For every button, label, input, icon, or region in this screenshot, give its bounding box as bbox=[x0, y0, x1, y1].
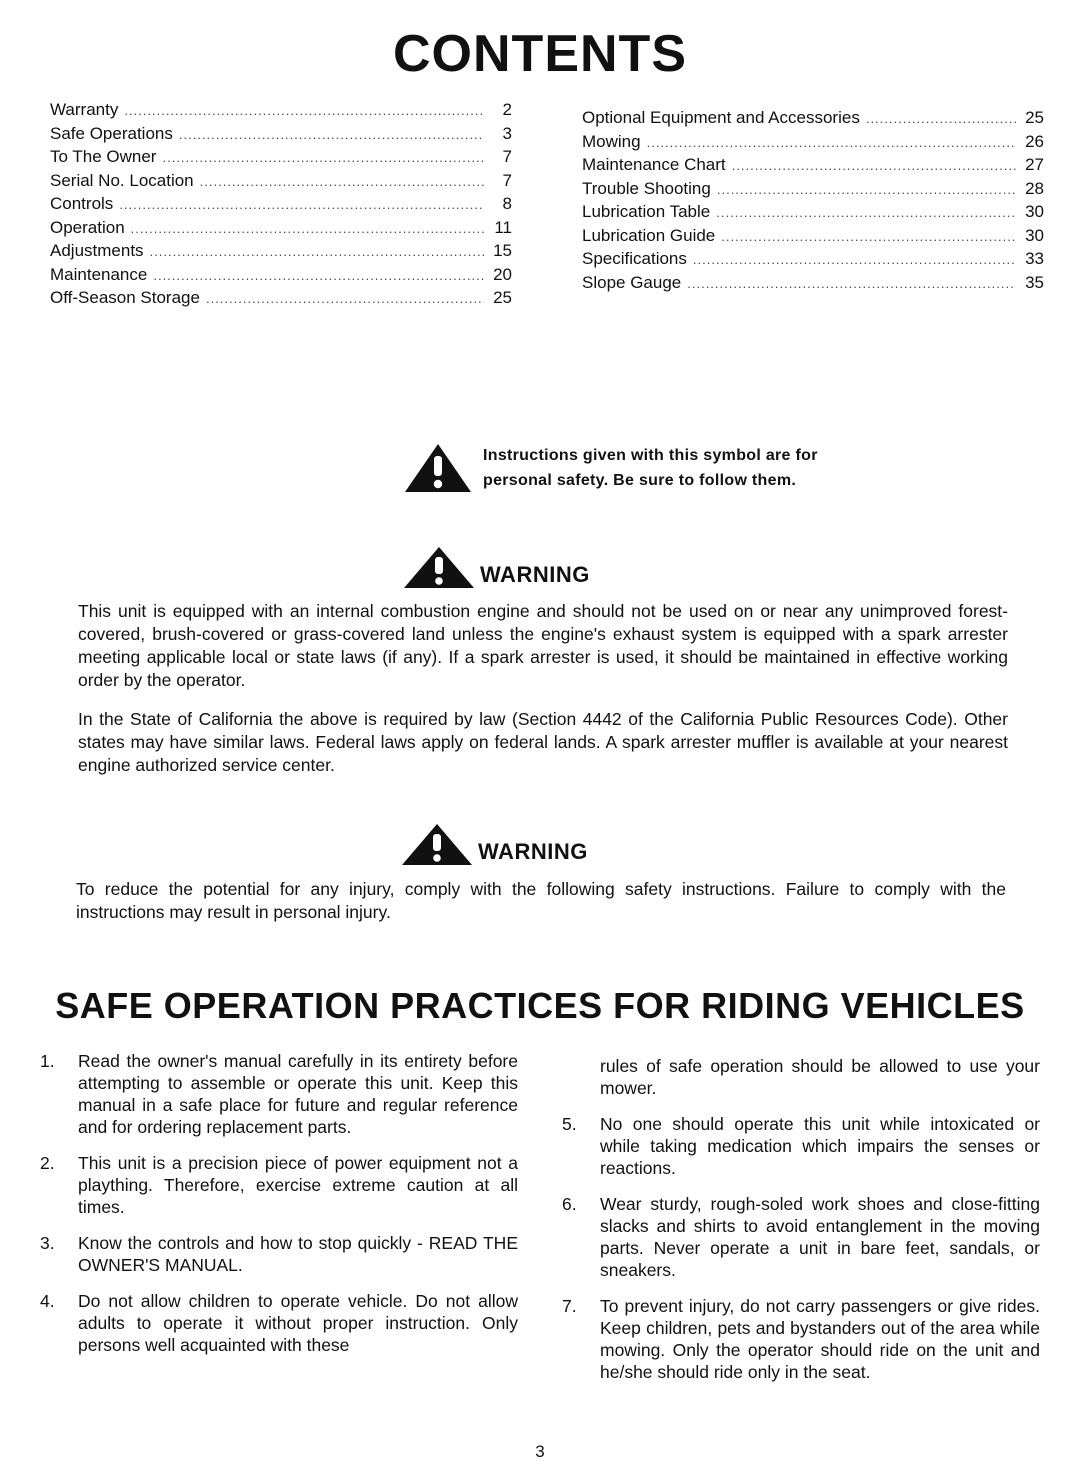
warning-paragraph-2: In the State of California the above is required by law (Section 4442 of the California Public Resources Code). Other states may have similar laws. Federal laws apply on federal lands. A spark arrester muffler is available at your nearest engine authorized service center. bbox=[78, 709, 1008, 775]
toc-entry: Maintenance ..... 20 bbox=[50, 265, 512, 289]
toc-entry: Mowing ..... 26 bbox=[582, 132, 1044, 156]
toc-entry: Operation ..... 11 bbox=[50, 218, 512, 242]
toc-entry: Slope Gauge ..... 35 bbox=[582, 273, 1044, 297]
list-item: 5. No one should operate this unit while intoxicated or while taking medication which impairs the senses or reactions. bbox=[562, 1114, 1040, 1178]
list-item: 3. Know the controls and how to stop quickly - READ THE OWNER'S MANUAL. bbox=[40, 1233, 518, 1275]
warning-triangle-icon bbox=[400, 822, 474, 867]
toc-entry: To The Owner ..... 7 bbox=[50, 147, 512, 171]
symbol-note-line1: Instructions given with this symbol are for bbox=[483, 447, 818, 464]
section-title: SAFE OPERATION PRACTICES FOR RIDING VEHICLES bbox=[55, 985, 1025, 1026]
toc-entry: Optional Equipment and Accessories ..... 25 bbox=[582, 108, 1044, 132]
left-column bbox=[40, 1050, 518, 1370]
list-item-continued: rules of safe operation should be allowed to use your mower. bbox=[600, 1056, 1040, 1098]
toc-entry: Maintenance Chart ..... 27 bbox=[582, 155, 1044, 179]
page-title: CONTENTS bbox=[393, 25, 687, 83]
list-item: 7. To prevent injury, do not carry passengers or give rides. Keep children, pets and bystanders out of the area while mowing. Only the operator should ride on the unit and he/she should ride only in the seat. bbox=[562, 1296, 1040, 1382]
warning-paragraph-3: To reduce the potential for any injury, comply with the following safety instructions. Failure to comply with the instructions may result in personal injury. bbox=[76, 879, 1006, 922]
warning-heading-2 bbox=[400, 822, 588, 867]
page-number: 3 bbox=[535, 1442, 545, 1461]
right-column bbox=[562, 1055, 1040, 1397]
list-item: 4. Do not allow children to operate vehicle. Do not allow adults to operate it without proper instruction. Only persons well acquainted with these bbox=[40, 1291, 518, 1355]
toc-entry: Trouble Shooting ..... 28 bbox=[582, 179, 1044, 203]
toc-right-column bbox=[582, 108, 1044, 296]
toc-entry: Warranty ..... 2 bbox=[50, 100, 512, 124]
toc-left-column bbox=[50, 100, 512, 312]
toc-entry: Adjustments ..... 15 bbox=[50, 241, 512, 265]
list-item: 1. Read the owner's manual carefully in its entirety before attempting to assemble or operate this unit. Keep this manual in a safe place for future and regular reference and for ordering replacement parts. bbox=[40, 1051, 518, 1137]
warning-triangle-icon bbox=[403, 442, 473, 494]
warning-label: WARNING bbox=[478, 839, 588, 864]
warning-triangle-icon bbox=[402, 545, 476, 590]
symbol-note-line2: personal safety. Be sure to follow them. bbox=[483, 472, 797, 489]
warning-heading-1 bbox=[402, 545, 590, 590]
toc-entry: Specifications ..... 33 bbox=[582, 249, 1044, 273]
list-item: 2. This unit is a precision piece of power equipment not a plaything. Therefore, exercise extreme caution at all times. bbox=[40, 1153, 518, 1217]
safety-symbol-note bbox=[403, 442, 943, 494]
toc-entry: Safe Operations ..... 3 bbox=[50, 124, 512, 148]
toc-entry: Serial No. Location ..... 7 bbox=[50, 171, 512, 195]
list-item: 6. Wear sturdy, rough-soled work shoes and close-fitting slacks and shirts to avoid entanglement in the moving parts. Never operate a unit in bare feet, sandals, or sneakers. bbox=[562, 1194, 1040, 1280]
toc-entry: Lubrication Table ..... 30 bbox=[582, 202, 1044, 226]
toc-entry: Lubrication Guide ..... 30 bbox=[582, 226, 1044, 250]
toc-entry: Controls ..... 8 bbox=[50, 194, 512, 218]
warning-label: WARNING bbox=[480, 562, 590, 587]
warning-paragraph-1: This unit is equipped with an internal combustion engine and should not be used on or near any unimproved forest-covered, brush-covered or grass-covered land unless the engine's exhaust system is equipped with a spark arrester meeting applicable local or state laws (if any). If a spark arrester is used, it should be maintained in effective working order by the operator. bbox=[78, 601, 1008, 690]
toc-entry: Off-Season Storage ..... 25 bbox=[50, 288, 512, 312]
